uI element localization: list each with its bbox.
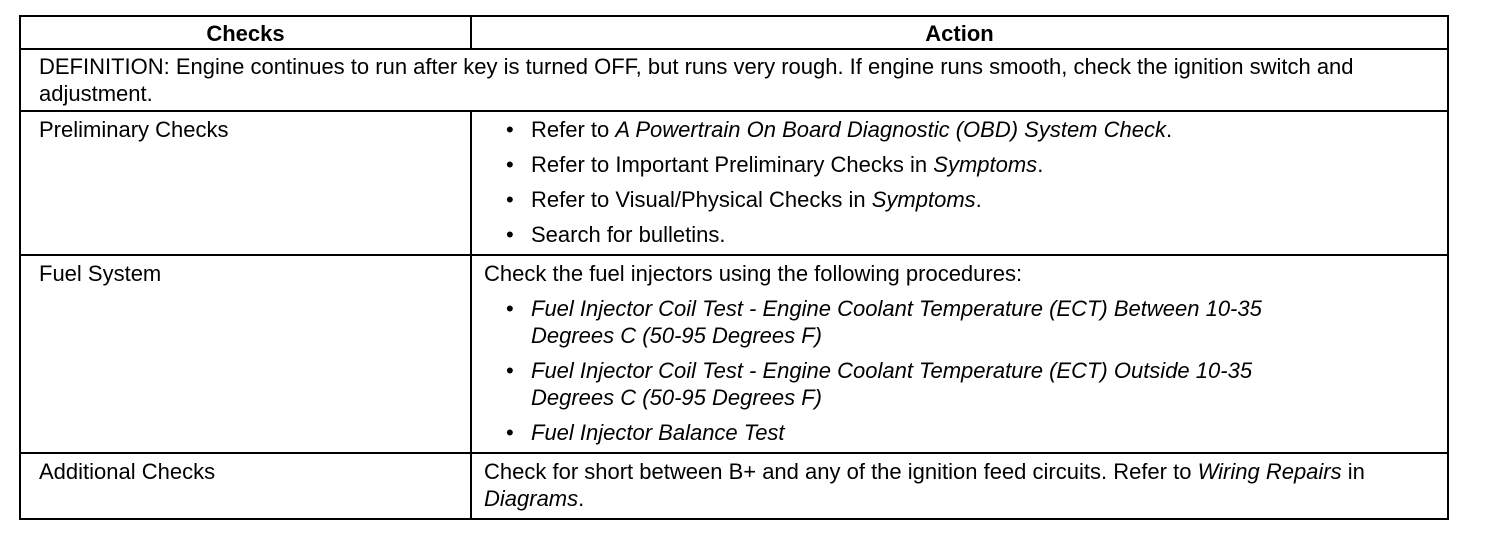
bullet-text: Refer to Important Preliminary Checks in	[531, 152, 934, 177]
bullet-icon: •	[506, 117, 514, 142]
action-italic-text: Diagrams	[484, 486, 579, 511]
bullet-italic-text: Fuel Injector Coil Test - Engine Coolant Temperature (ECT) Between 10-35 Degrees C (50-95 Degrees F)	[531, 296, 1262, 348]
action-cell	[471, 453, 1448, 519]
action-italic-text: Wiring Repairs	[1197, 459, 1342, 484]
bullet-text: Refer to	[531, 117, 616, 142]
action-text: in	[1341, 459, 1365, 484]
list-item	[506, 221, 1437, 248]
row-label-additional-checks: Additional Checks	[20, 453, 471, 519]
bullet-text: Refer to Visual/Physical Checks in	[531, 187, 872, 212]
bullet-tail: .	[1037, 152, 1044, 177]
list-item	[506, 116, 1437, 143]
action-text: Check for short between B+ and any of the ignition feed circuits. Refer to	[484, 459, 1198, 484]
diagnostic-table	[19, 15, 1449, 520]
bullet-icon: •	[506, 187, 514, 212]
row-label-fuel-system: Fuel System	[20, 255, 471, 453]
action-intro-text: Check the fuel injectors using the following procedures:	[484, 261, 1023, 286]
bullet-italic-text: Symptoms	[871, 187, 976, 212]
bullet-italic-text: A Powertrain On Board Diagnostic (OBD) System Check	[615, 117, 1166, 142]
bullet-italic-text: Symptoms	[933, 152, 1038, 177]
bullet-list	[484, 295, 1437, 446]
bullet-icon: •	[506, 420, 514, 445]
action-text: .	[578, 486, 585, 511]
action-cell	[471, 111, 1448, 255]
bullet-tail: .	[975, 187, 982, 212]
column-header-checks: Checks	[20, 16, 471, 49]
definition-text: DEFINITION: Engine continues to run after key is turned OFF, but runs very rough. If engine runs smooth, check the ignition switch and adjustment.	[20, 49, 1448, 111]
bullet-list	[484, 116, 1437, 248]
bullet-icon: •	[506, 358, 514, 383]
bullet-icon: •	[506, 222, 514, 247]
definition-row	[20, 49, 1448, 111]
bullet-italic-text: Fuel Injector Coil Test - Engine Coolant Temperature (ECT) Outside 10-35 Degrees C (50-95 Degrees F)	[531, 358, 1253, 410]
column-header-action: Action	[471, 16, 1448, 49]
row-label-preliminary-checks: Preliminary Checks	[20, 111, 471, 255]
list-item	[506, 186, 1437, 213]
header-row	[20, 16, 1448, 49]
bullet-tail: .	[1165, 117, 1173, 142]
table-row	[20, 111, 1448, 255]
bullet-icon: •	[506, 296, 514, 321]
list-item	[506, 419, 1437, 446]
table-row	[20, 255, 1448, 453]
bullet-icon: •	[506, 152, 514, 177]
action-cell	[471, 255, 1448, 453]
list-item	[506, 357, 1437, 411]
bullet-text: Search for bulletins.	[531, 222, 726, 247]
bullet-italic-text: Fuel Injector Balance Test	[531, 420, 785, 445]
table-row	[20, 453, 1448, 519]
list-item	[506, 295, 1437, 349]
list-item	[506, 151, 1437, 178]
